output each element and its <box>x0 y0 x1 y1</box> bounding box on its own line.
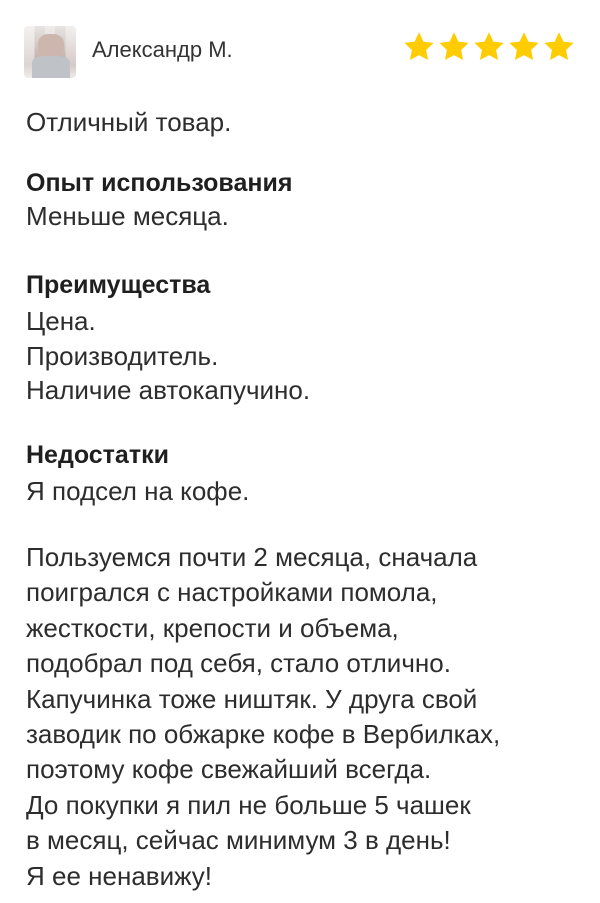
experience-heading: Опыт использования <box>26 169 293 197</box>
comment-line: жесткости, крепости и объема, <box>26 612 399 643</box>
pros-heading: Преимущества <box>26 271 211 299</box>
author-name[interactable]: Александр М. <box>92 37 233 62</box>
star-icon <box>472 30 506 64</box>
cons-heading: Недостатки <box>26 441 169 469</box>
experience-value: Меньше месяца. <box>26 201 229 231</box>
comment-line: подобрал под себя, стало отлично. <box>26 648 451 679</box>
comment-line: Пользуемся почти 2 месяца, сначала <box>26 542 478 572</box>
star-icon <box>402 30 436 64</box>
comment-line: Я ее ненавижу! <box>26 860 213 891</box>
review-summary: Отличный товар. <box>26 107 232 137</box>
pros-item: Производитель. <box>26 341 219 371</box>
review-header <box>24 24 576 82</box>
comment-line: заводик по обжарке кофе в Вербилках, <box>26 719 501 750</box>
cons-value: Я подсел на кофе. <box>26 476 250 506</box>
comment-line: поэтому кофе свежайший всегда. <box>26 754 432 785</box>
pros-item: Цена. <box>26 306 96 336</box>
star-rating <box>402 30 576 64</box>
avatar-body-shape <box>32 56 70 78</box>
avatar-face-shape <box>38 34 64 58</box>
comment-line: Капучинка тоже ништяк. У друга свой <box>26 683 478 714</box>
star-icon <box>542 30 576 64</box>
star-icon <box>437 30 471 64</box>
star-icon <box>507 30 541 64</box>
review-comment <box>26 540 500 894</box>
pros-item: Наличие автокапучино. <box>26 375 311 405</box>
comment-line: До покупки я пил не больше 5 чашек <box>26 789 471 820</box>
comment-line: в месяц, сейчас минимум 3 в день! <box>26 825 451 856</box>
comment-line: поигрался с настройками помола, <box>26 577 438 608</box>
avatar[interactable] <box>24 26 76 78</box>
